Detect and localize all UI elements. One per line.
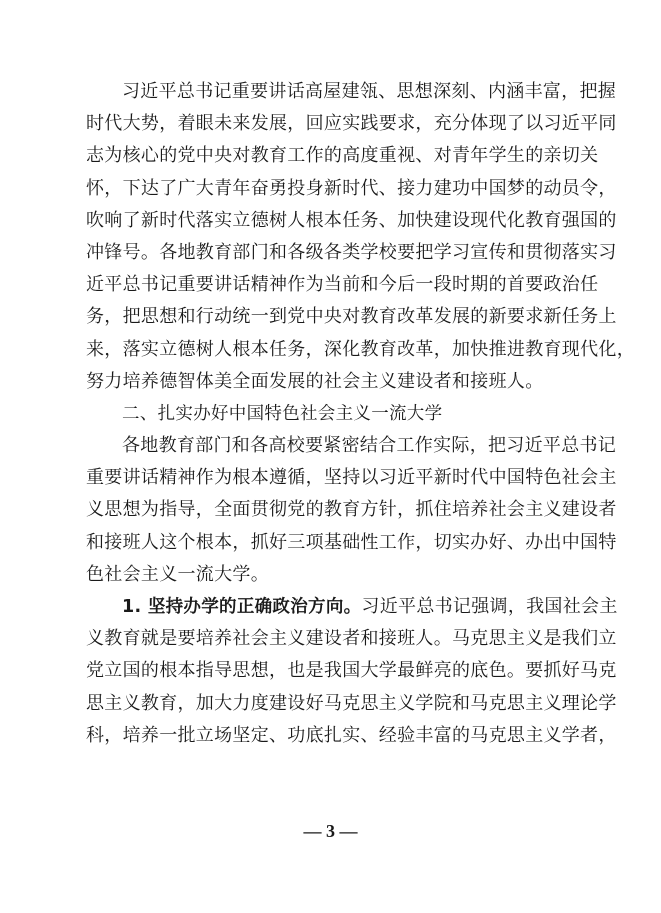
text-line: 习近平总书记重要讲话高屋建瓴、思想深刻、内涵丰富，把握 <box>122 81 617 102</box>
page-number: — 3 — <box>303 821 358 841</box>
text-line: 各地教育部门和各高校要紧密结合工作实际，把习近平总书记 <box>122 435 617 457</box>
section-heading: 二、扎实办好中国特色社会主义一流大学 <box>122 403 443 424</box>
text-line: 吹响了新时代落实立德树人根本任务、加快建设现代化教育强国的 <box>86 209 617 231</box>
text-line: 冲锋号。各地教育部门和各级各类学校要把学习宣传和贯彻落实习 <box>86 241 617 263</box>
text-line: 党立国的根本指导思想，也是我国大学最鲜亮的底色。要抓好马克 <box>86 660 617 682</box>
text-line <box>86 591 618 623</box>
text-run: 习近平总书记强调，我国社会主 <box>361 596 618 617</box>
numbered-point-title: 1. 坚持办学的正确政治方向。 <box>122 597 362 617</box>
text-line: 色社会主义一流大学。 <box>86 563 269 585</box>
text-line: 思主义教育，加大力度建设好马克思主义学院和马克思主义理论学 <box>86 692 617 714</box>
text-line: 努力培养德智体美全面发展的社会主义建设者和接班人。 <box>86 370 544 392</box>
text-line: 志为核心的党中央对教育工作的高度重视、对青年学生的亲切关 <box>86 145 599 167</box>
text-line: 义教育就是要培养社会主义建设者和接班人。马克思主义是我们立 <box>86 628 617 650</box>
text-line: 来，落实立德树人根本任务，深化教育改革，加快推进教育现代化， <box>86 338 635 360</box>
document-body <box>86 76 635 752</box>
text-line: 务，把思想和行动统一到党中央对教育改革发展的新要求新任务上 <box>86 306 617 328</box>
text-line: 义思想为指导，全面贯彻党的教育方针，抓住培养社会主义建设者 <box>86 499 617 521</box>
text-line: 时代大势，着眼未来发展，回应实践要求，充分体现了以习近平同 <box>86 113 617 135</box>
text-line: 和接班人这个根本，抓好三项基础性工作，切实办好、办出中国特 <box>86 531 617 553</box>
text-line: 科，培养一批立场坚定、功底扎实、经验丰富的马克思主义学者， <box>86 724 617 746</box>
text-line: 近平总书记重要讲话精神作为当前和今后一段时期的首要政治任 <box>86 274 599 296</box>
text-line: 怀，下达了广大青年奋勇投身新时代、接力建功中国梦的动员令， <box>86 177 617 199</box>
text-line: 重要讲话精神作为根本遵循，坚持以习近平新时代中国特色社会主 <box>86 467 617 489</box>
